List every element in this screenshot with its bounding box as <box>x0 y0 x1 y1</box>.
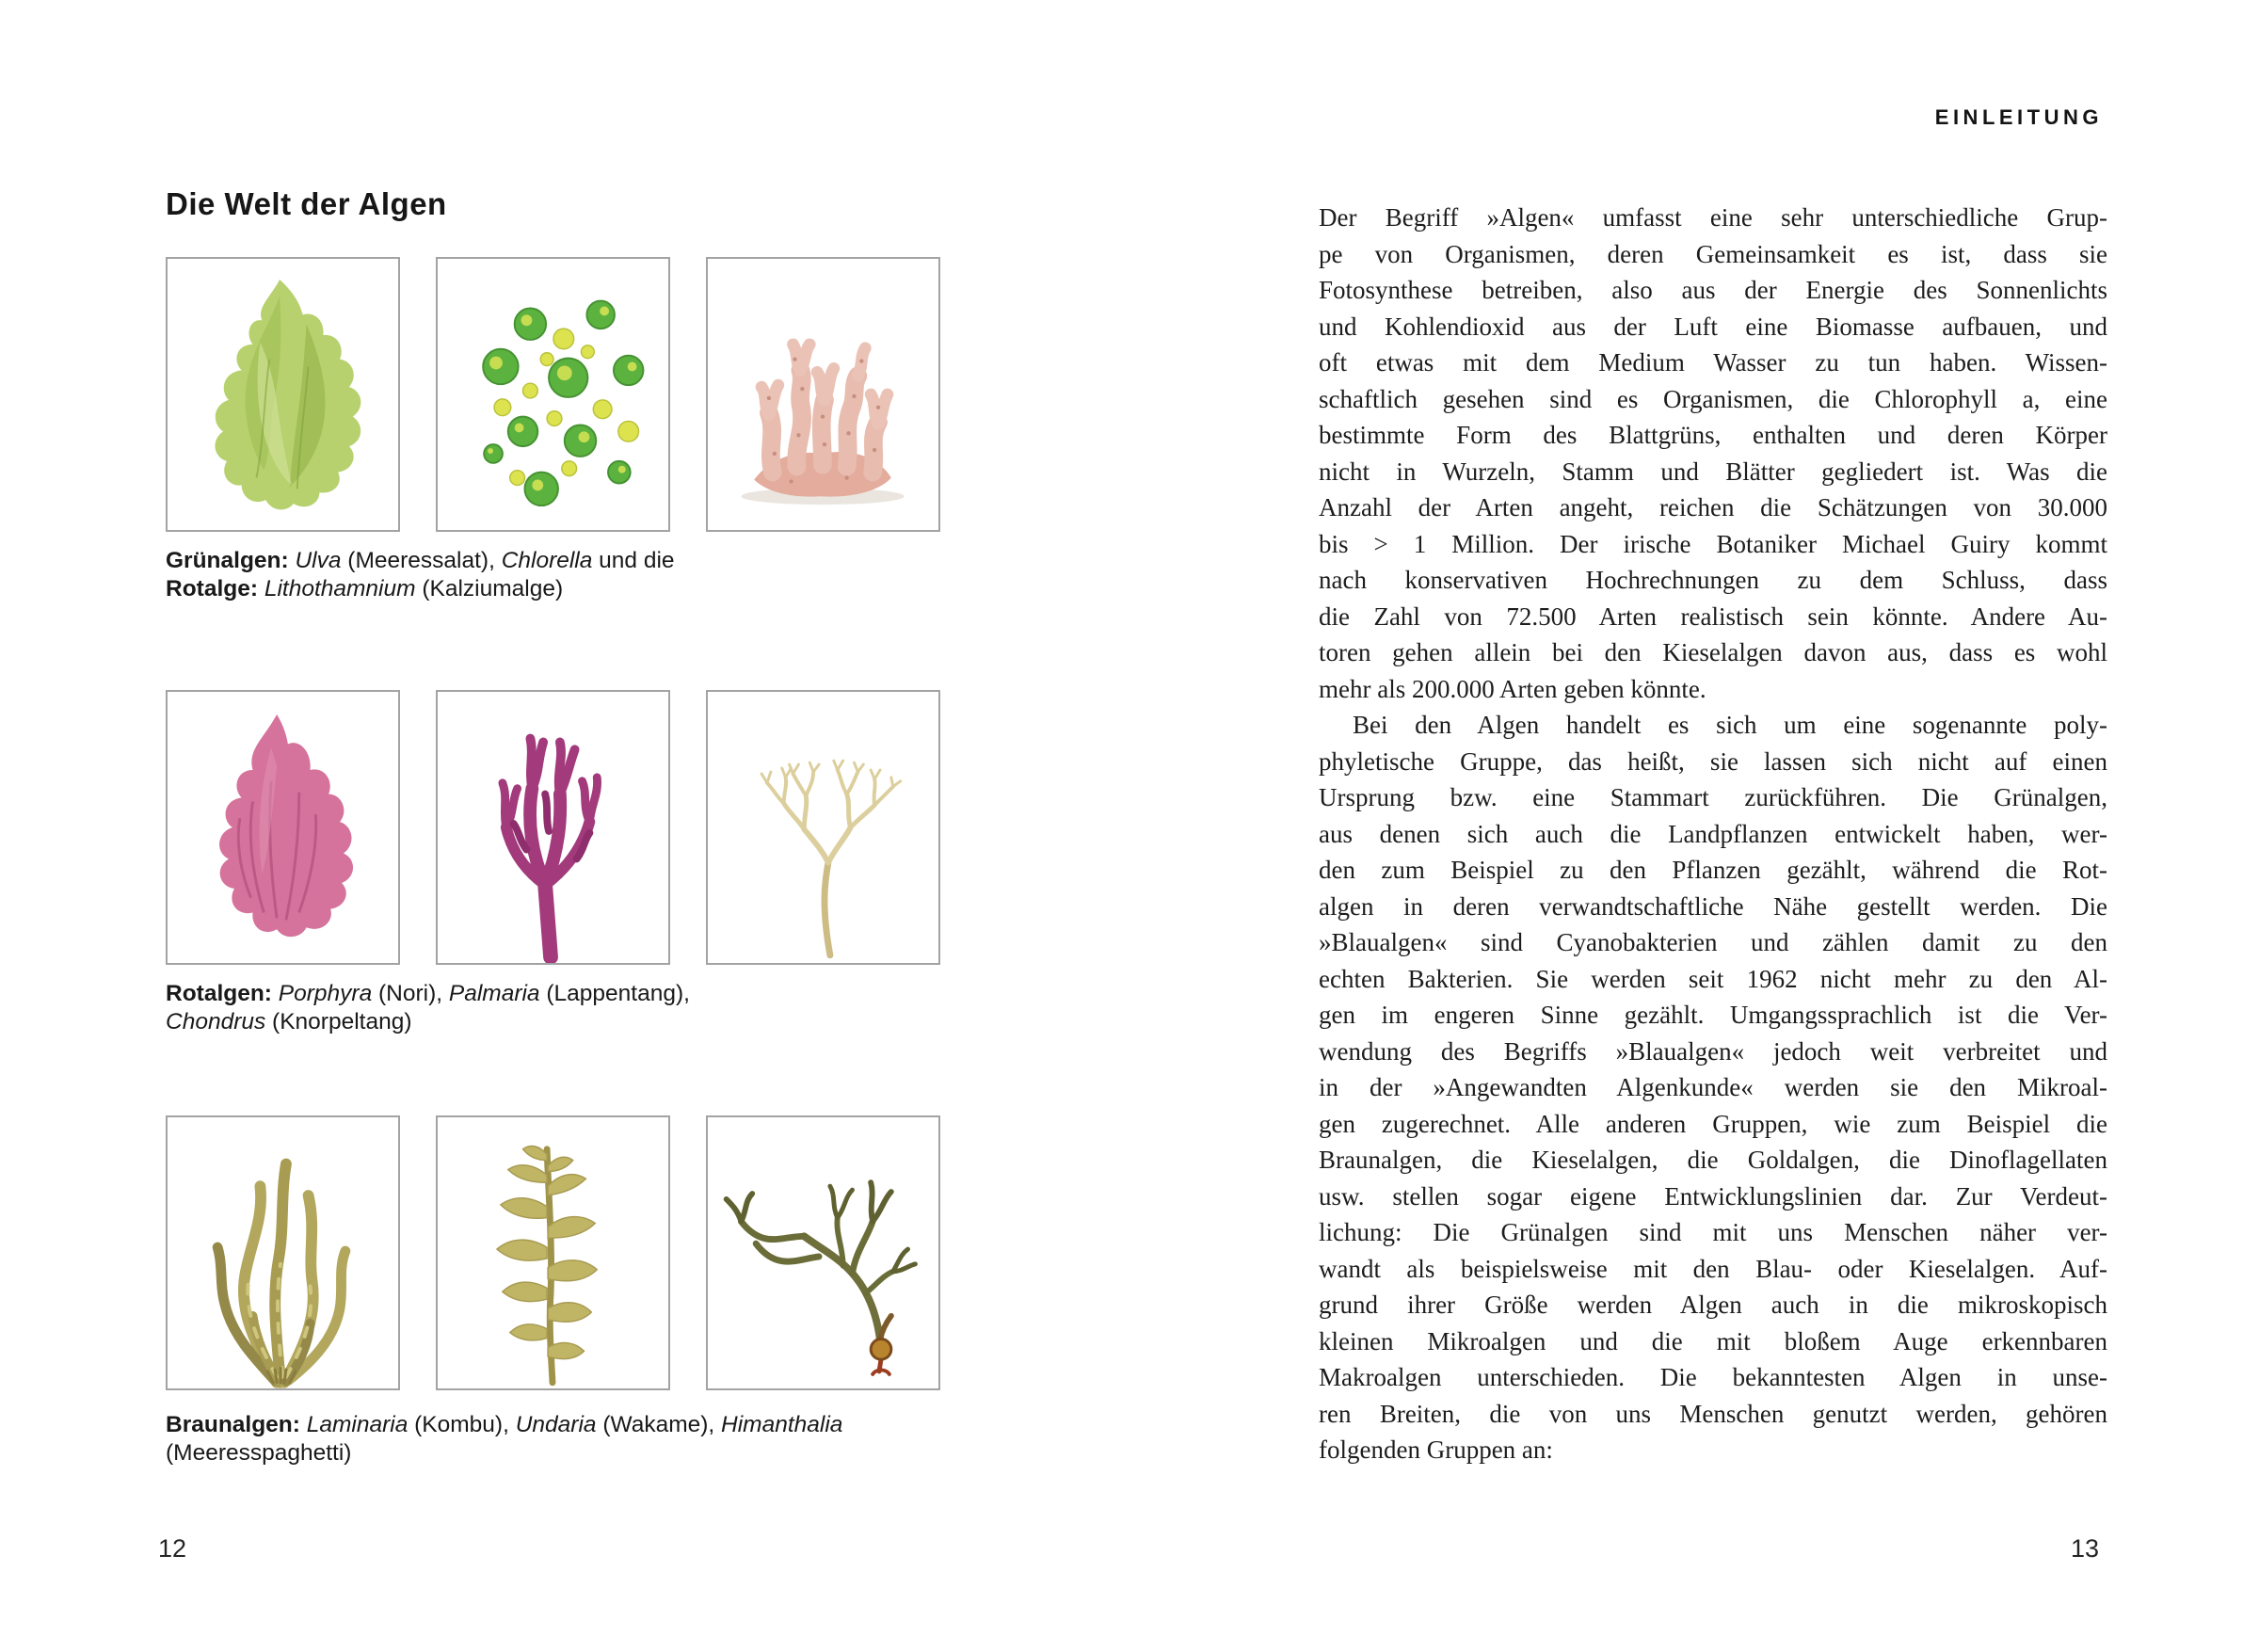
caption-line <box>166 1439 1013 1468</box>
text-line: usw. stellen sogar eigene Entwicklungslinien dar. Zur Verdeut- <box>1319 1181 2107 1211</box>
text-line: bestimmte Form des Blattgrüns, enthalten und deren Körper <box>1319 421 2107 449</box>
porphyra-illustration-frame <box>166 690 400 965</box>
ulva-illustration <box>168 259 398 530</box>
text-line: aus denen sich auch die Landpflanzen entwickelt haben, wer- <box>1319 819 2107 848</box>
caption-segment: (Knorpeltang) <box>265 1009 412 1035</box>
text-line: den zum Beispiel zu den Pflanzen gezählt, während die Rot- <box>1319 856 2107 884</box>
caption-segment: Himanthalia <box>721 1412 843 1437</box>
text-line: in der »Angewandten Algenkunde« werden sie den Mikroal- <box>1319 1073 2107 1101</box>
caption-segment: Porphyra <box>278 981 373 1006</box>
text-line: Braunalgen, die Kieselalgen, die Goldalgen, die Dinoflagellaten <box>1319 1146 2107 1174</box>
chlorella-illustration <box>438 259 668 530</box>
text-line: pe von Organismen, deren Gemeinsamkeit es ist, dass sie <box>1319 239 2107 268</box>
chlorella-illustration-frame <box>436 257 670 532</box>
caption-segment: (Meeressalat), <box>341 548 502 573</box>
lithothamnium-illustration-frame <box>706 257 940 532</box>
text-line: nicht in Wurzeln, Stamm und Blätter gegliedert ist. Was die <box>1319 457 2107 486</box>
caption-segment: Laminaria <box>306 1412 409 1437</box>
text-line: nach konservativen Hochrechnungen zu dem Schluss, dass <box>1319 566 2107 594</box>
caption-segment: Grünalgen: <box>166 548 296 573</box>
text-line: die Zahl von 72.500 Arten realistisch sein könnte. Andere Au- <box>1319 601 2107 631</box>
page-number-left: 12 <box>158 1534 187 1563</box>
caption-segment: Ulva <box>295 548 342 573</box>
text-line: bis > 1 Million. Der irische Botaniker Michael Guiry kommt <box>1319 529 2107 558</box>
text-line: Der Begriff »Algen« umfasst eine sehr unterschiedliche Grup- <box>1319 203 2107 232</box>
text-line: und Kohlendioxid aus der Luft eine Biomasse aufbauen, und <box>1319 312 2107 341</box>
text-line: ren Breiten, die von uns Menschen genutzt werden, gehören <box>1319 1399 2107 1428</box>
chondrus-illustration <box>708 692 938 963</box>
text-line: wendung des Begriffs »Blaualgen« jedoch weit verbreitet und <box>1319 1036 2107 1066</box>
text-line: Ursprung bzw. eine Stammart zurückführen. Die Grünalgen, <box>1319 783 2107 811</box>
text-line: algen in deren verwandtschaftliche Nähe gestellt werden. Die <box>1319 891 2107 921</box>
caption-segment: (Kombu), <box>408 1412 516 1437</box>
text-line: schaftlich gesehen sind es Organismen, die Chlorophyll a, eine <box>1319 384 2107 413</box>
undaria-illustration <box>438 1117 668 1388</box>
caption-segment: (Lappentang), <box>539 981 690 1006</box>
text-line: Bei den Algen handelt es sich um eine sogenannte poly- <box>1353 711 2107 739</box>
text-line: toren gehen allein bei den Kieselalgen davon aus, dass es wohl <box>1319 638 2107 666</box>
caption-segment: Rotalgen: <box>166 981 279 1006</box>
ulva-illustration-frame <box>166 257 400 532</box>
caption-segment: und die <box>592 548 675 573</box>
caption-segment: Chondrus <box>166 1009 266 1035</box>
text-line: gen im engeren Sinne gezählt. Umgangssprachlich ist die Ver- <box>1319 1001 2107 1029</box>
himanthalia-illustration-frame <box>706 1115 940 1390</box>
text-line: Fotosynthese betreiben, also aus der Energie des Sonnenlichts <box>1319 276 2107 304</box>
text-line: Makroalgen unterschieden. Die bekanntesten Algen in unse- <box>1319 1363 2107 1391</box>
lithothamnium-illustration <box>708 259 938 530</box>
text-line: lichung: Die Grünalgen sind mit uns Menschen näher ver- <box>1319 1218 2107 1246</box>
text-line: wandt als beispielsweise mit den Blau- oder Kieselalgen. Auf- <box>1319 1254 2107 1283</box>
caption-segment: Undaria <box>515 1412 597 1437</box>
text-line: oft etwas mit dem Medium Wasser zu tun haben. Wissen- <box>1319 348 2107 377</box>
laminaria-illustration-frame <box>166 1115 400 1390</box>
text-line: »Blaualgen« sind Cyanobakterien und zählen damit zu den <box>1319 928 2107 956</box>
text-line: folgenden Gruppen an: <box>1319 1435 1553 1464</box>
page-title: Die Welt der Algen <box>166 186 447 221</box>
caption-gruenalgen <box>166 547 1013 603</box>
caption-segment: Braunalgen: <box>166 1412 307 1437</box>
text-line: Anzahl der Arten angeht, reichen die Schätzungen von 30.000 <box>1319 493 2107 521</box>
palmaria-illustration-frame <box>436 690 670 965</box>
caption-segment: Rotalge: <box>166 576 264 601</box>
caption-line <box>166 1411 1013 1439</box>
caption-rotalgen <box>166 980 1013 1036</box>
caption-segment: (Kalziumalge) <box>415 576 564 601</box>
caption-line <box>166 547 1013 575</box>
page-number-right: 13 <box>2070 1534 2099 1563</box>
text-line: gen zugerechnet. Alle anderen Gruppen, wie zum Beispiel die <box>1319 1109 2107 1138</box>
chapter-header: EINLEITUNG <box>1934 105 2103 129</box>
caption-segment: Chlorella <box>501 548 593 573</box>
text-line: kleinen Mikroalgen und die mit bloßem Auge erkennbaren <box>1319 1326 2107 1355</box>
body-text <box>1319 200 2107 1468</box>
text-line: echten Bakterien. Sie werden seit 1962 nicht mehr zu den Al- <box>1319 964 2107 993</box>
caption-segment: Lithothamnium <box>264 576 416 601</box>
chondrus-illustration-frame <box>706 690 940 965</box>
caption-line <box>166 575 1013 603</box>
undaria-illustration-frame <box>436 1115 670 1390</box>
text-line: phyletische Gruppe, das heißt, sie lassen sich nicht auf einen <box>1319 746 2107 776</box>
porphyra-illustration <box>168 692 398 963</box>
caption-segment: (Nori), <box>372 981 449 1006</box>
palmaria-illustration <box>438 692 668 963</box>
caption-segment: Palmaria <box>448 981 540 1006</box>
caption-segment: (Wakame), <box>596 1412 722 1437</box>
caption-line <box>166 1008 1013 1036</box>
laminaria-illustration <box>168 1117 398 1388</box>
caption-braunalgen <box>166 1411 1013 1468</box>
himanthalia-illustration <box>708 1117 938 1388</box>
caption-line <box>166 980 1013 1008</box>
text-line: grund ihrer Größe werden Algen auch in die mikroskopisch <box>1319 1291 2107 1319</box>
caption-segment: (Meeresspaghetti) <box>166 1440 352 1466</box>
text-line: mehr als 200.000 Arten geben könnte. <box>1319 674 1706 703</box>
